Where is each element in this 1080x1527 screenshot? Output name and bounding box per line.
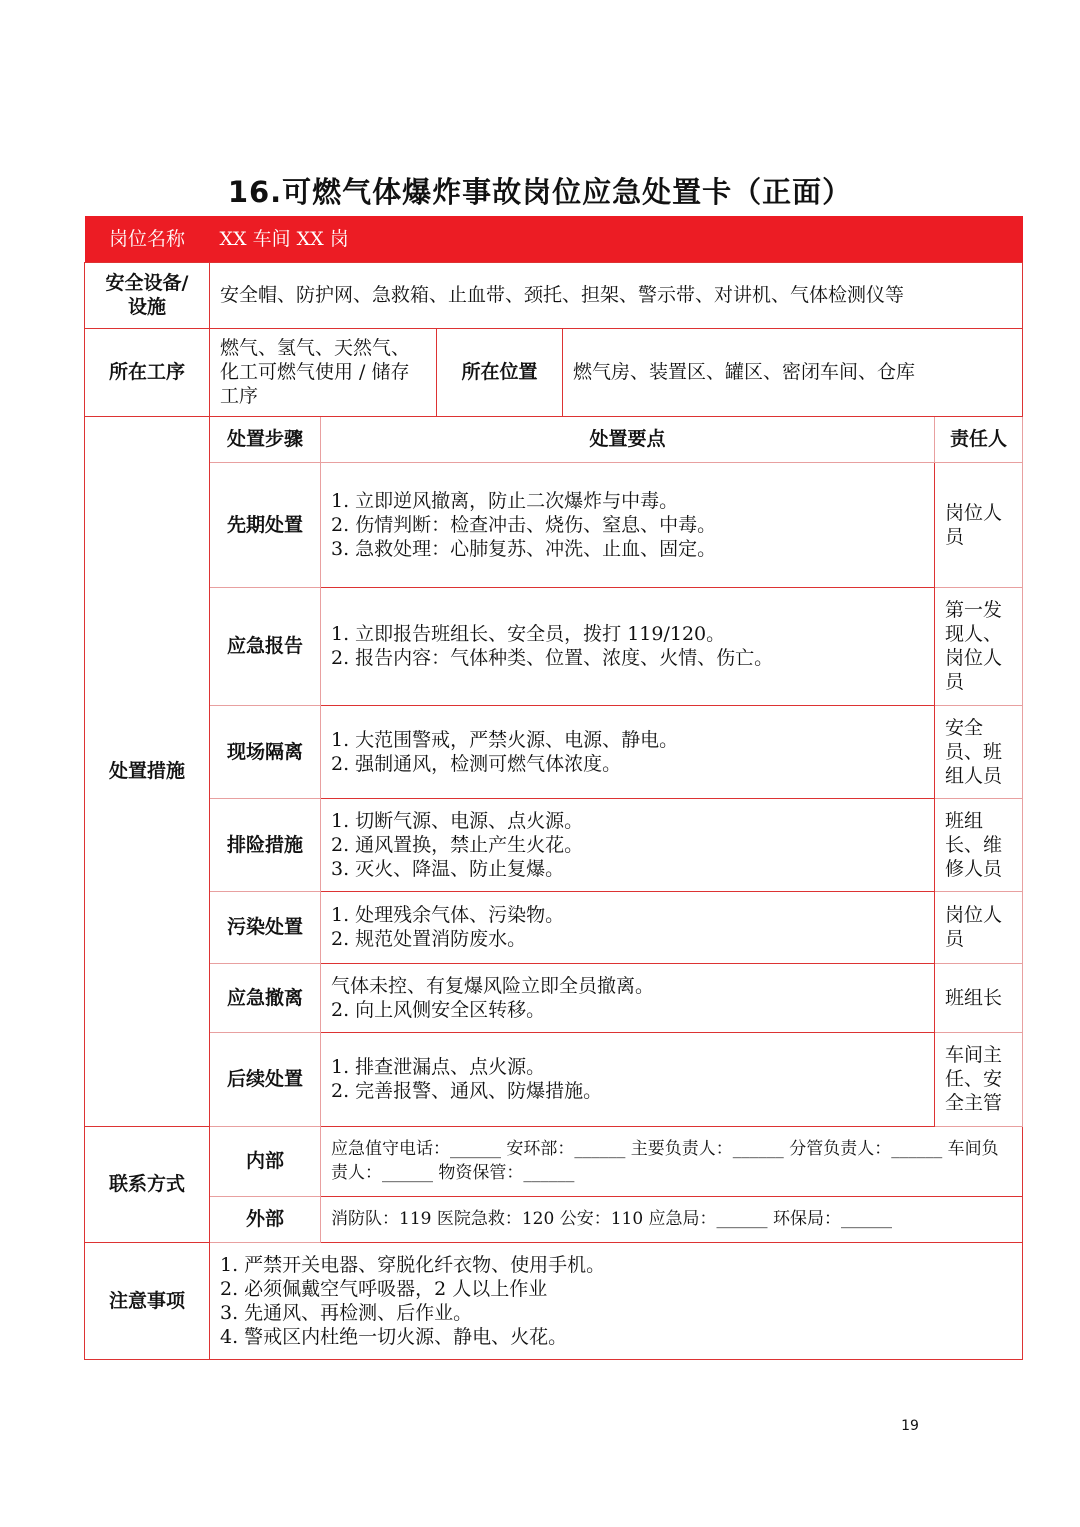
measure-points	[321, 705, 935, 798]
measure-points	[321, 462, 935, 587]
points-header: 处置要点	[321, 416, 935, 462]
measure-point: 1. 立即逆风撤离，防止二次爆炸与中毒。	[331, 489, 679, 512]
equipment-label: 安全设备/设施	[85, 262, 210, 328]
measure-row	[85, 1032, 1023, 1126]
equipment-value: 安全帽、防护网、急救箱、止血带、颈托、担架、警示带、对讲机、气体检测仪等	[210, 262, 1023, 328]
measure-points	[321, 587, 935, 705]
measure-step: 后续处置	[210, 1032, 321, 1126]
post-label: 岗位名称	[85, 216, 210, 262]
measure-point: 1. 排查泄漏点、点火源。	[331, 1056, 546, 1078]
measure-point: 1. 切断气源、电源、点火源。	[331, 809, 584, 832]
measure-owner: 班组长、维修人员	[935, 798, 1023, 891]
post-row	[85, 216, 1023, 262]
measure-owner: 班组长	[935, 963, 1023, 1032]
contact-label: 联系方式	[85, 1126, 210, 1242]
measure-step: 应急撤离	[210, 963, 321, 1032]
page-number: 19	[901, 1418, 919, 1434]
measure-step: 污染处置	[210, 891, 321, 963]
measure-points	[321, 963, 935, 1032]
measure-step: 排险措施	[210, 798, 321, 891]
measure-point: 2. 报告内容：气体种类、位置、浓度、火情、伤亡。	[331, 647, 774, 669]
note-item: 1. 严禁开关电器、穿脱化纤衣物、使用手机。	[220, 1253, 606, 1276]
measure-owner: 车间主任、安全主管	[935, 1032, 1023, 1126]
process-value: 燃气、氢气、天然气、化工可燃气使用 / 储存工序	[210, 328, 437, 416]
post-value: XX 车间 XX 岗	[210, 216, 1023, 262]
measures-header-row	[85, 416, 1023, 462]
measure-point: 气体未控、有复爆风险立即全员撤离。	[331, 974, 655, 997]
page-title: 16.可燃气体爆炸事故岗位应急处置卡（正面）	[227, 175, 853, 209]
measure-point: 2. 完善报警、通风、防爆措施。	[331, 1080, 603, 1102]
notes-list	[210, 1242, 1023, 1359]
measure-row	[85, 462, 1023, 587]
location-value: 燃气房、装置区、罐区、密闭车间、仓库	[563, 328, 1023, 416]
measure-owner: 安全员、班组人员	[935, 705, 1023, 798]
step-header: 处置步骤	[210, 416, 321, 462]
measure-row	[85, 705, 1023, 798]
note-item: 4. 警戒区内杜绝一切火源、静电、火花。	[220, 1325, 568, 1348]
measure-point: 2. 向上风侧安全区转移。	[331, 998, 546, 1021]
measure-row	[85, 891, 1023, 963]
measure-point: 1. 处理残余气体、污染物。	[331, 904, 565, 926]
measure-step: 先期处置	[210, 462, 321, 587]
measure-points	[321, 798, 935, 891]
measure-step: 应急报告	[210, 587, 321, 705]
measure-owner: 岗位人员	[935, 891, 1023, 963]
measure-row	[85, 798, 1023, 891]
location-label: 所在位置	[437, 328, 563, 416]
measure-step: 现场隔离	[210, 705, 321, 798]
measure-point: 1. 立即报告班组长、安全员，拨打 119/120。	[331, 623, 726, 645]
contact-internal-value: 应急值守电话：______ 安环部：______ 主要负责人：______ 分管负责人：______ 车间负责人：______ 物资保管：______	[321, 1126, 1023, 1196]
measure-owner: 第一发现人、岗位人员	[935, 587, 1023, 705]
contact-internal-row	[85, 1126, 1023, 1196]
measure-point: 3. 急救处理：心肺复苏、冲洗、止血、固定。	[331, 537, 717, 560]
measure-row	[85, 587, 1023, 705]
process-label: 所在工序	[85, 328, 210, 416]
owner-header: 责任人	[935, 416, 1023, 462]
measure-points	[321, 1032, 935, 1126]
note-item: 2. 必须佩戴空气呼吸器，2 人以上作业	[220, 1277, 548, 1300]
measure-point: 3. 灭火、降温、防止复爆。	[331, 857, 565, 880]
measure-point: 2. 通风置换，禁止产生火花。	[331, 833, 584, 856]
measure-point: 1. 大范围警戒，严禁火源、电源、静电。	[331, 728, 679, 751]
measure-point: 2. 伤情判断：检查冲击、烧伤、窒息、中毒。	[331, 513, 717, 536]
measure-points	[321, 891, 935, 963]
measures-label: 处置措施	[85, 416, 210, 1126]
measure-owner: 岗位人员	[935, 462, 1023, 587]
contact-external-row	[85, 1196, 1023, 1242]
process-row	[85, 328, 1023, 416]
notes-row	[85, 1242, 1023, 1359]
measure-point: 2. 规范处置消防废水。	[331, 928, 527, 950]
emergency-card-table	[84, 216, 1023, 1360]
notes-label: 注意事项	[85, 1242, 210, 1359]
contact-external-value: 消防队：119 医院急救：120 公安：110 应急局：______ 环保局：______	[321, 1196, 1023, 1242]
measure-point: 2. 强制通风，检测可燃气体浓度。	[331, 752, 622, 775]
contact-external-label: 外部	[210, 1196, 321, 1242]
equipment-row	[85, 262, 1023, 328]
note-item: 3. 先通风、再检测、后作业。	[220, 1301, 473, 1324]
measure-row	[85, 963, 1023, 1032]
contact-internal-label: 内部	[210, 1126, 321, 1196]
